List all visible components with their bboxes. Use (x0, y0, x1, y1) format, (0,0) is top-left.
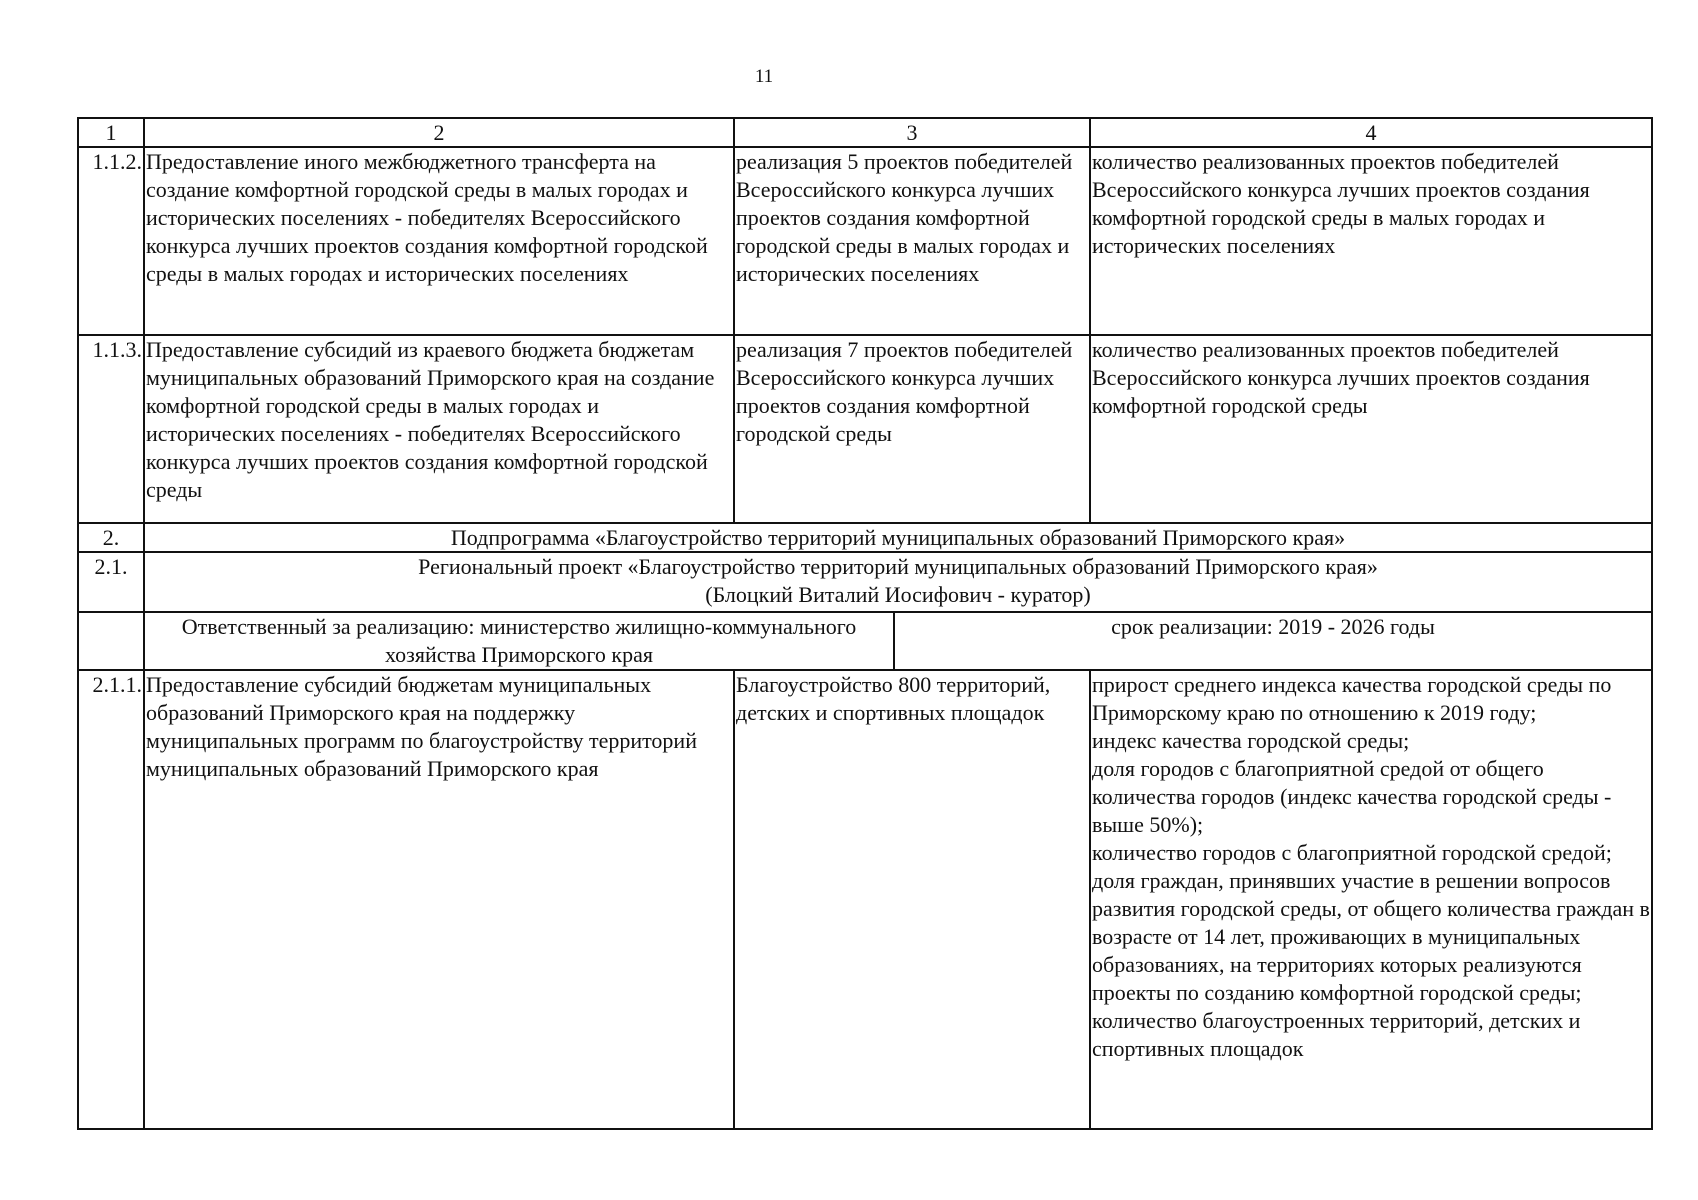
measure-indicator: количество реализованных проектов победителей Всероссийского конкурса лучших проектов создания комфортной городской среды (1090, 335, 1652, 523)
subprogram-title: Подпрограмма «Благоустройство территорий муниципальных образований Приморского края» (144, 523, 1652, 552)
project-title-cell (144, 552, 1652, 612)
page-number: 11 (754, 66, 774, 87)
measure-indicator: прирост среднего индекса качества городской среды по Приморскому краю по отношению к 2019 году; индекс качества городской среды; доля городов с благоприятной средой от общего количества городов (индекс качества городской среды - выше 50%); количество городов с благоприятной городской средой; доля граждан, принявших участие в решении вопросов развития городской среды, от общего количества граждан в возрасте от 14 лет, проживающих в муниципальных образованиях, на территориях которых реализуются проекты по созданию комфортной городской среды; количество благоустроенных территорий, детских и спортивных площадок (1090, 670, 1652, 1129)
subprogram-row (78, 523, 1652, 552)
header-col-4: 4 (1090, 118, 1652, 147)
measure-result: реализация 5 проектов победителей Всероссийского конкурса лучших проектов создания комфортной городской среды в малых городах и исторических поселениях (734, 147, 1090, 335)
table-row (78, 335, 1652, 523)
program-table (77, 117, 1653, 1130)
row-number: 2. (78, 523, 144, 552)
table-row (78, 670, 1652, 1129)
table-row (78, 147, 1652, 335)
project-curator: (Блоцкий Виталий Иосифович - куратор) (705, 582, 1091, 607)
measure-name: Предоставление иного межбюджетного трансферта на создание комфортной городской среды в малых городах и исторических поселениях - победителях Всероссийского конкурса лучших проектов создания комфортной городской среды в малых городах и исторических поселениях (144, 147, 734, 335)
table-header-row (78, 118, 1652, 147)
header-col-2: 2 (144, 118, 734, 147)
implementation-term: срок реализации: 2019 - 2026 годы (894, 612, 1652, 670)
row-number: 1.1.2. (78, 147, 144, 335)
row-number: 2.1. (78, 552, 144, 612)
responsible-party: Ответственный за реализацию: министерство жилищно-коммунального хозяйства Приморского края (144, 612, 894, 670)
project-title: Региональный проект «Благоустройство территорий муниципальных образований Приморского края» (418, 554, 1378, 579)
measure-name: Предоставление субсидий бюджетам муниципальных образований Приморского края на поддержку муниципальных программ по благоустройству территорий муниципальных образований Приморского края (144, 670, 734, 1129)
row-number: 1.1.3. (78, 335, 144, 523)
header-col-1: 1 (78, 118, 144, 147)
measure-result: Благоустройство 800 территорий, детских и спортивных площадок (734, 670, 1090, 1129)
responsibility-row (78, 612, 1652, 670)
empty-cell (78, 612, 144, 670)
measure-result: реализация 7 проектов победителей Всероссийского конкурса лучших проектов создания комфортной городской среды (734, 335, 1090, 523)
measure-indicator: количество реализованных проектов победителей Всероссийского конкурса лучших проектов создания комфортной городской среды в малых городах и исторических поселениях (1090, 147, 1652, 335)
measure-name: Предоставление субсидий из краевого бюджета бюджетам муниципальных образований Приморского края на создание комфортной городской среды в малых городах и исторических поселениях - победителях Всероссийского конкурса лучших проектов создания комфортной городской среды (144, 335, 734, 523)
project-row (78, 552, 1652, 612)
row-number: 2.1.1. (78, 670, 144, 1129)
header-col-3: 3 (734, 118, 1090, 147)
